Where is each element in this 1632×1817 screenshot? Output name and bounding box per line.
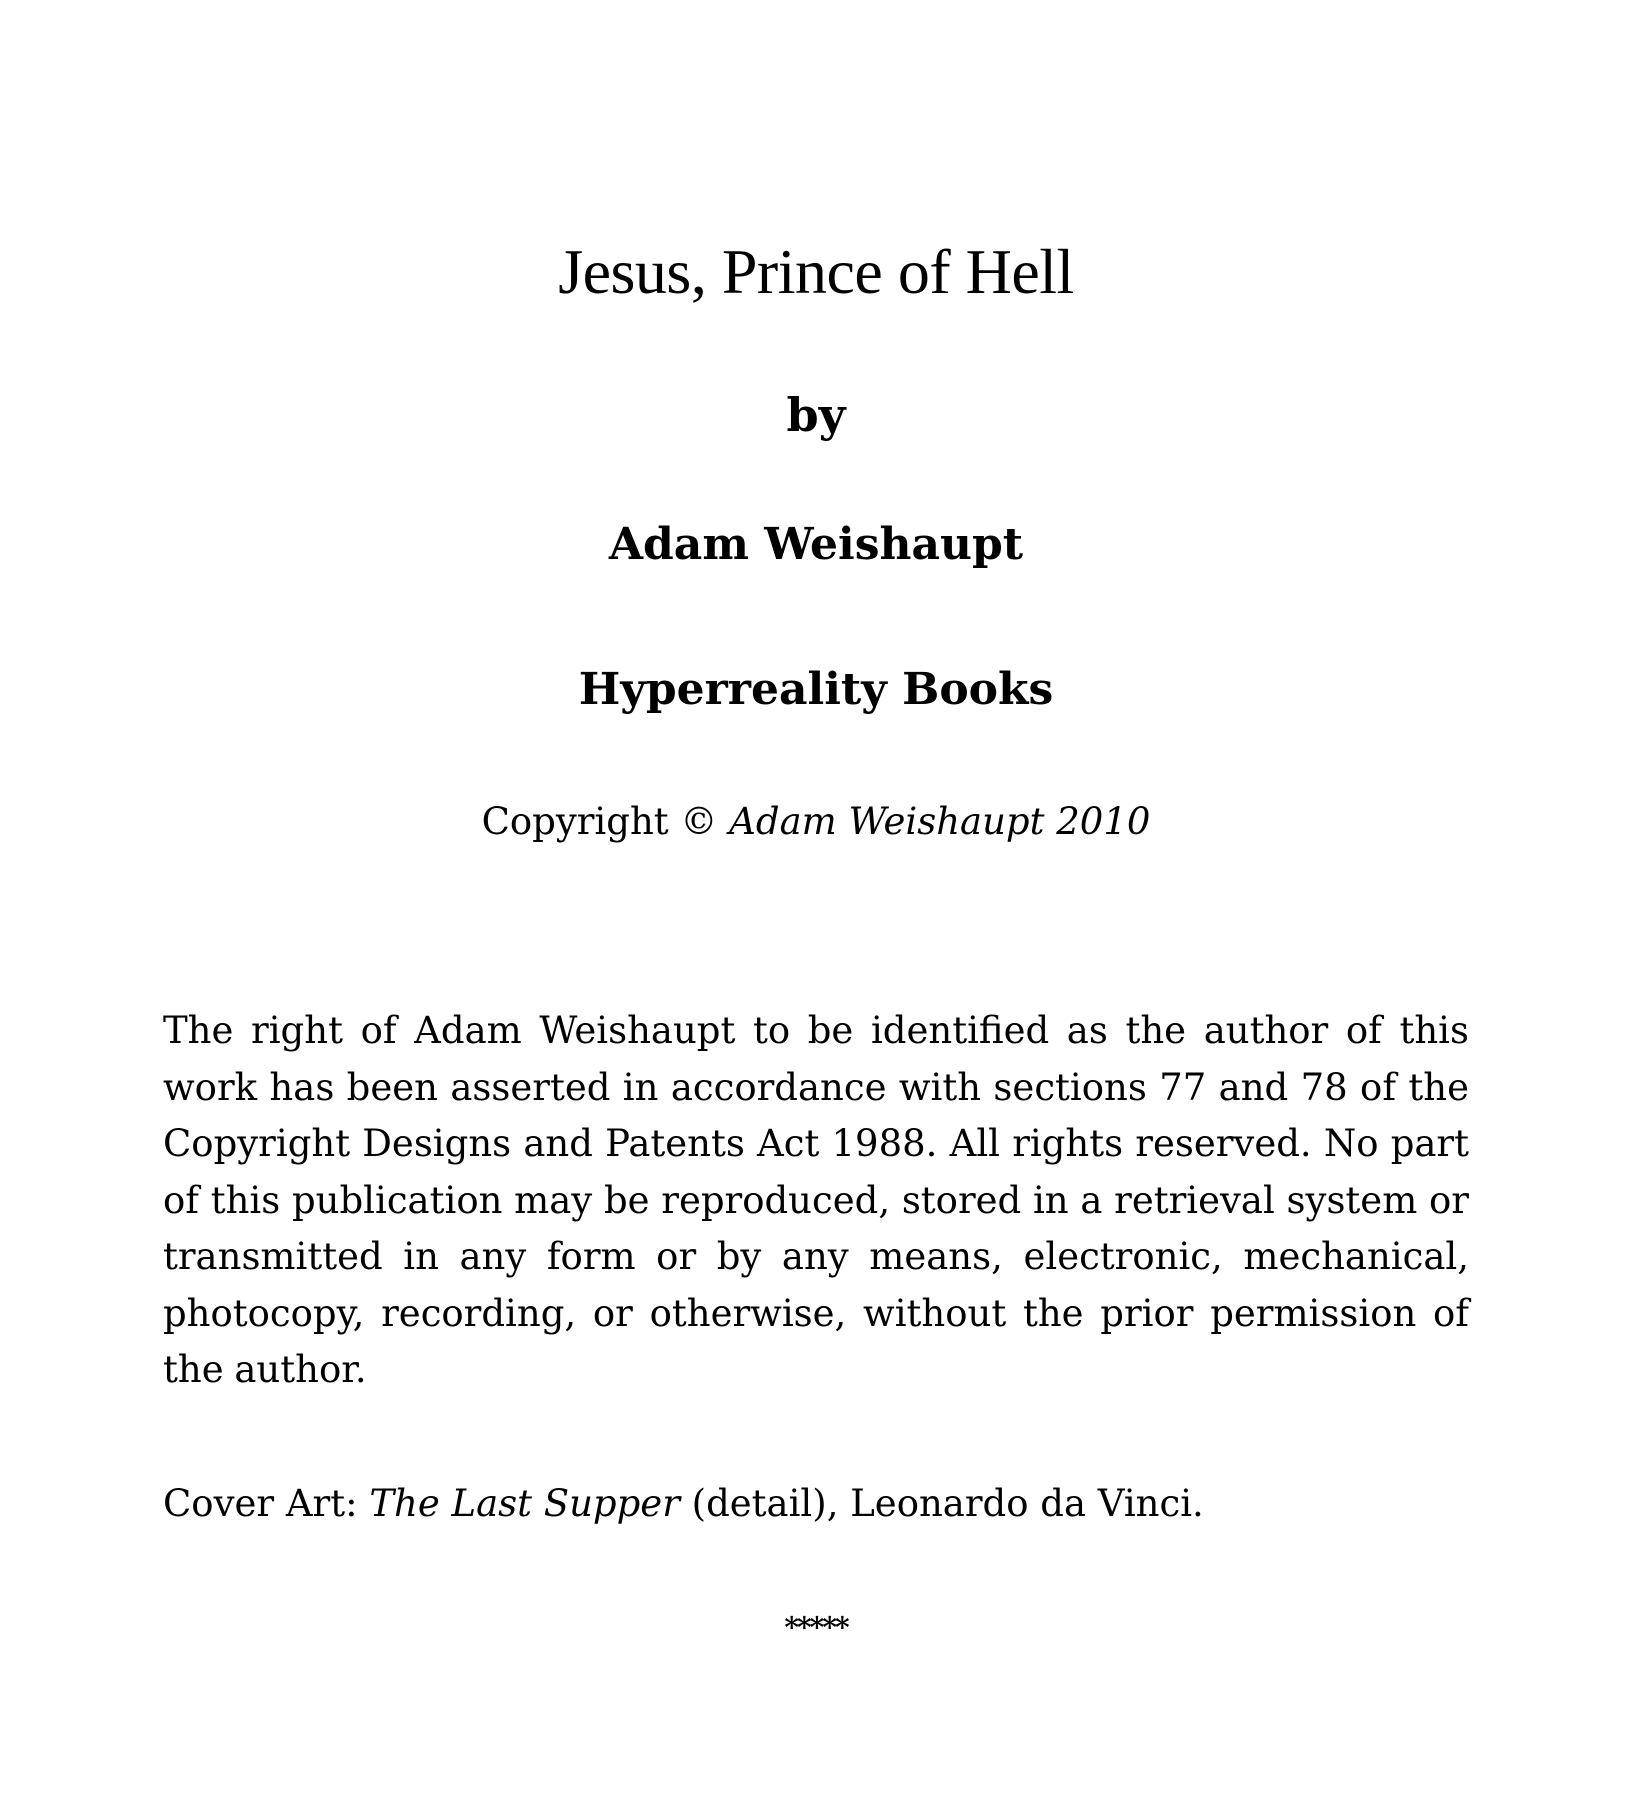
cover-art-work-title: The Last Supper	[369, 1482, 680, 1525]
copyright-prefix: Copyright ©	[481, 800, 730, 843]
cover-art-suffix: (detail), Leonardo da Vinci.	[679, 1482, 1204, 1525]
byline-by: by	[786, 388, 846, 442]
author-name: Adam Weishaupt	[608, 519, 1024, 570]
section-separator: *****	[784, 1611, 848, 1644]
copyright-holder-year: Adam Weishaupt 2010	[729, 800, 1151, 843]
copyright-line	[0, 797, 1632, 847]
rights-statement: The right of Adam Weishaupt to be identified as the author of this work has been asserted in accordance with sections 77 and 78 of the Copyright Designs and Patents Act 1988. All rights reserved. No part of this publication may be reproduced, stored in a retrieval system or transmitted in any form or by any means, electronic, mechanical, photocopy, recording, or otherwise, without the prior permission of the author.	[163, 1009, 1469, 1391]
publisher-name: Hyperreality Books	[578, 664, 1054, 715]
book-title: Jesus, Prince of Hell	[558, 236, 1074, 307]
cover-art-label: Cover Art:	[163, 1482, 370, 1525]
cover-art-credit	[163, 1476, 1204, 1532]
